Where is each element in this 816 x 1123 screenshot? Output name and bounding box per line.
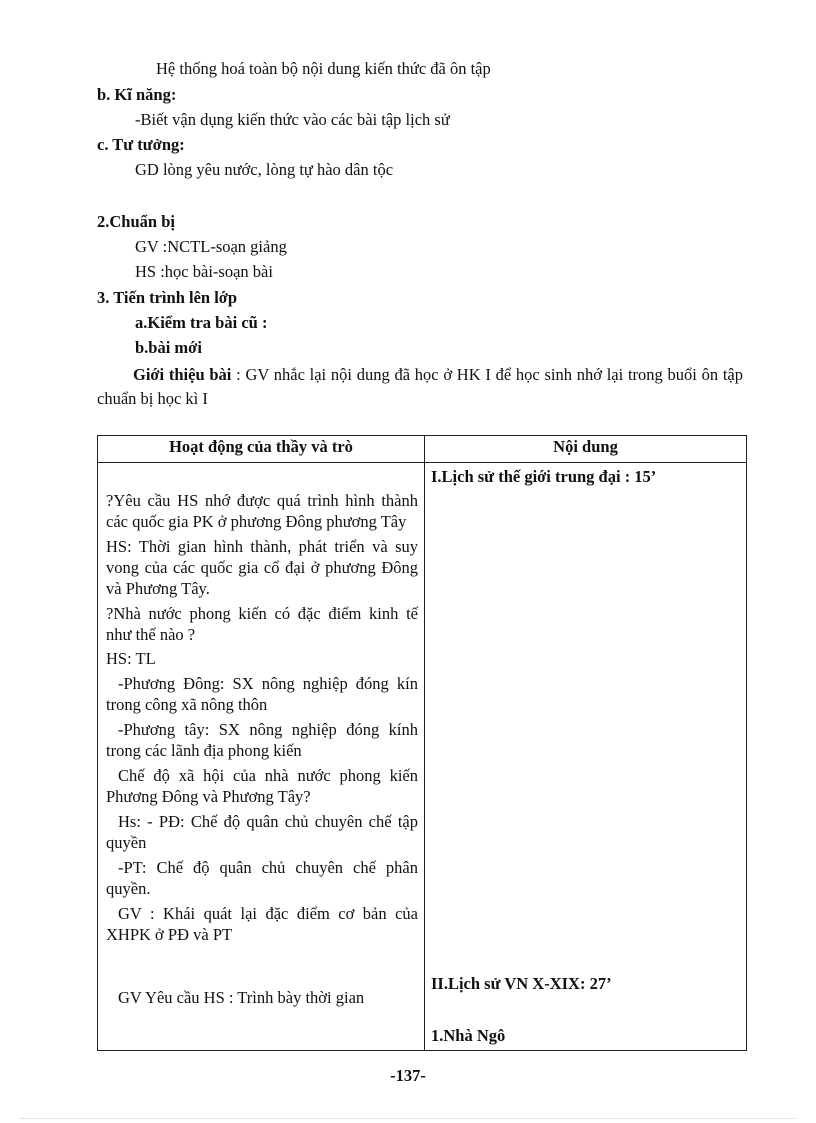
- review-heading: a.Kiểm tra bài cũ :: [135, 313, 268, 332]
- introduction-label: Giới thiệu bài: [133, 365, 232, 384]
- objective-knowledge-line: Hệ thống hoá toàn bộ nội dung kiến thức đã ôn tập: [156, 59, 491, 78]
- skills-heading: b. Kĩ năng:: [97, 85, 177, 104]
- introduction-text: : GV nhắc lại nội dung đã học ở HK I để học sinh nhớ lại trong buổi ôn tập chuẩn bị học kì I: [97, 365, 744, 408]
- lesson-table: [97, 435, 747, 1051]
- activity-paragraph: GV : Khái quát lại đặc điểm cơ bản của XHPK ở PĐ và PT: [106, 904, 418, 944]
- activity-paragraph: GV Yêu cầu HS : Trình bày thời gian: [118, 988, 365, 1007]
- attitude-line: GD lòng yêu nước, lòng tự hào dân tộc: [135, 160, 394, 179]
- table-body-row: [98, 463, 747, 1051]
- content-item-ngo-dynasty: 1.Nhà Ngô: [431, 1026, 506, 1045]
- content-cell: [425, 463, 747, 1051]
- table-header-row: [98, 436, 747, 463]
- preparation-heading: 2.Chuẩn bị: [97, 212, 175, 231]
- activity-paragraph: ?Nhà nước phong kiến có đặc điểm kinh tế như thế nào ?: [106, 604, 418, 644]
- activity-paragraph: -Phương tây: SX nông nghiệp đóng kính trong các lãnh địa phong kiến: [106, 720, 418, 760]
- new-lesson-heading: b.bài mới: [135, 338, 202, 357]
- activity-paragraph: Chế độ xã hội của nhà nước phong kiến Phương Đông và Phương Tây?: [106, 766, 418, 806]
- teacher-preparation-line: GV :NCTL-soạn giảng: [135, 237, 287, 256]
- header-activities: Hoạt động của thầy và trò: [98, 436, 425, 463]
- content-item-vietnam-history: II.Lịch sử VN X-XIX: 27’: [431, 974, 612, 993]
- activity-paragraph: -Phương Đông: SX nông nghiệp đóng kín trong công xã nông thôn: [106, 674, 418, 714]
- activity-paragraph: -PT: Chế độ quân chủ chuyên chế phân quyền.: [106, 858, 418, 898]
- header-content: Nội dung: [425, 436, 747, 463]
- activity-paragraph: HS: Thời gian hình thành, phát triển và suy vong của các quốc gia cổ đại ở phương Đông và Phương Tây.: [106, 537, 418, 598]
- content-item-world-medieval: I.Lịch sử thế giới trung đại : 15’: [431, 467, 657, 486]
- activity-paragraph: HS: TL: [106, 649, 156, 668]
- activity-paragraph: ?Yêu cầu HS nhớ được quá trình hình thành các quốc gia PK ở phương Đông phương Tây: [106, 491, 418, 531]
- skills-line: -Biết vận dụng kiến thức vào các bài tập lịch sử: [135, 110, 450, 129]
- page-bottom-divider: [20, 1118, 796, 1119]
- page-number: -137-: [390, 1066, 426, 1085]
- attitude-heading: c. Tư tưởng:: [97, 135, 185, 154]
- activities-cell: [98, 463, 425, 1051]
- activity-paragraph: Hs: - PĐ: Chế độ quân chủ chuyên chế tập quyền: [106, 812, 418, 852]
- student-preparation-line: HS :học bài-soạn bài: [135, 262, 273, 281]
- lesson-introduction: [97, 363, 743, 411]
- lesson-procedure-heading: 3. Tiến trình lên lớp: [97, 288, 238, 307]
